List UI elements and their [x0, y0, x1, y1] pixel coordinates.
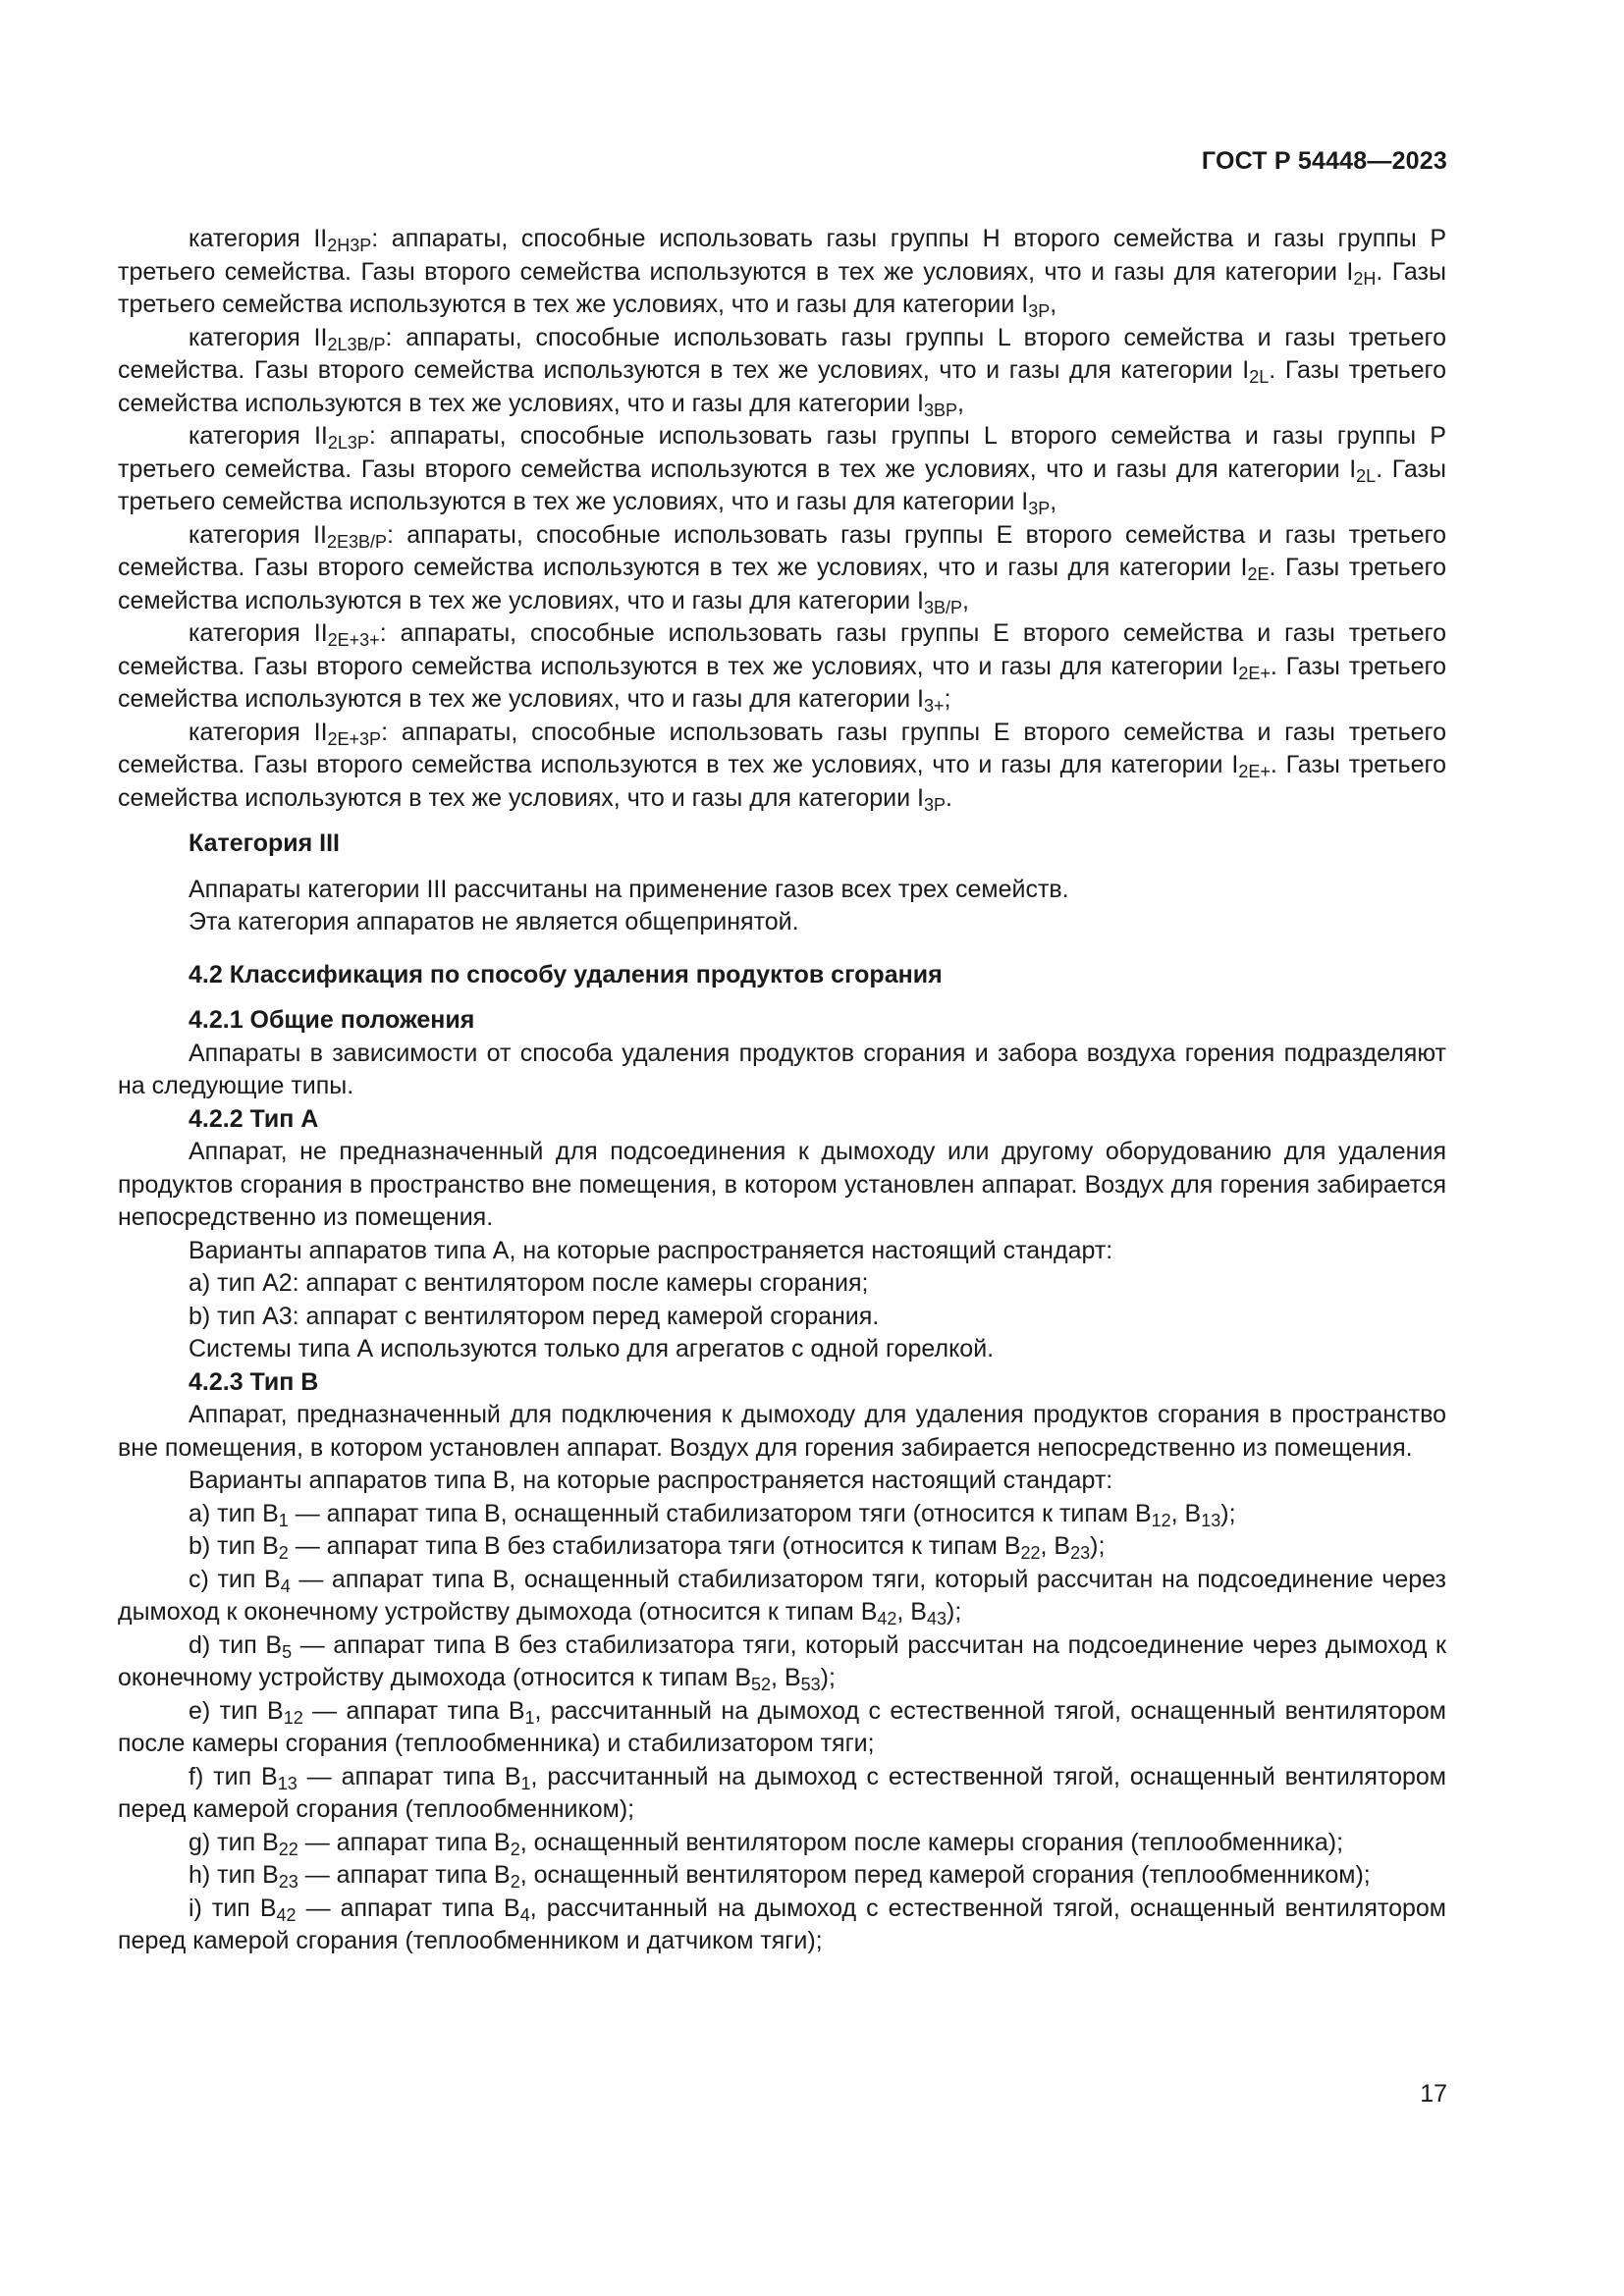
- list-item: f) тип $В_{13}$ — аппарат типа $В_1$, рассчитанный на дымоход с естественной тягой, оснащенный вентилятором перед камерой сгорания (теплообменником);: [118, 1762, 1446, 1823]
- doc-id-header: ГОСТ Р 54448—2023: [1201, 147, 1447, 175]
- type-a-note: Системы типа А используются только для агрегатов с одной горелкой.: [189, 1335, 995, 1362]
- section-4-2-3-heading: 4.2.3 Тип В: [189, 1367, 319, 1396]
- list-item: g) тип $В_{22}$ — аппарат типа $В_2$, оснащенный вентилятором после камеры сгорания (теплообменника);: [189, 1828, 1344, 1859]
- list-item: i) тип $В_{42}$ — аппарат типа $В_4$, рассчитанный на дымоход с естественной тягой, оснащенный вентилятором перед камерой сгорания (теплообменником и датчиком тяги);: [118, 1894, 1446, 1954]
- category-iii-text: Аппараты категории III рассчитаны на применение газов всех трех семейств.: [189, 875, 1069, 903]
- list-item: a) тип $В_1$ — аппарат типа В, оснащенный стабилизатором тяги (относится к типам $В_{12}$, $В_{13}$);: [189, 1499, 1236, 1530]
- category-paragraph: категория $II_{2L3B/P}$: аппараты, способные использовать газы группы L второго семейства и газы третьего семейства. Газы второго семейства используются в тех же условиях, что и газы для категории $I_{2L}$. Газы третьего семейства используются в тех же условиях, что и газы для категории $I_{3BP}$,: [118, 323, 1446, 420]
- section-4-2-1-text: Аппараты в зависимости от способа удаления продуктов сгорания и забора воздуха горения подразделяют на следующие типы.: [118, 1039, 1446, 1099]
- section-4-2-2-heading: 4.2.2 Тип А: [189, 1104, 319, 1133]
- page-number: 17: [1420, 2080, 1447, 2108]
- section-4-2-1-heading: 4.2.1 Общие положения: [189, 1006, 475, 1034]
- type-a-definition: Аппарат, не предназначенный для подсоединения к дымоходу или другому оборудованию для удаления продуктов сгорания в пространство вне помещения, в котором установлен аппарат. Воздух для горения забирается непосредственно из помещения.: [118, 1138, 1446, 1231]
- category-paragraph: категория $II_{2L3P}$: аппараты, способные использовать газы группы L второго семейства и газы группы Р третьего семейства. Газы второго семейства используются в тех же условиях, что и газы для категории $I_{2L}$. Газы третьего семейства используются в тех же условиях, что и газы для категории $I_{3P}$,: [118, 422, 1446, 518]
- list-item: b) тип А3: аппарат с вентилятором перед камерой сгорания.: [189, 1302, 880, 1330]
- type-b-definition: Аппарат, предназначенный для подключения к дымоходу для удаления продуктов сгорания в пространство вне помещения, в котором установлен аппарат. Воздух для горения забирается непосредственно из помещения.: [118, 1401, 1446, 1462]
- category-paragraph: категория $II_{2E+3+}$: аппараты, способные использовать газы группы Е второго семейства и газы третьего семейства. Газы второго семейства используются в тех же условиях, что и газы для категории $I_{2E+}$. Газы третьего семейства используются в тех же условиях, что и газы для категории $I_{3+}$;: [118, 619, 1446, 716]
- category-iii-heading: Категория III: [189, 829, 340, 857]
- list-item: d) тип $В_5$ — аппарат типа В без стабилизатора тяги, который рассчитан на подсоединение через дымоход к оконечному устройству дымохода (относится к типам $В_{52}$, $В_{53}$);: [118, 1630, 1446, 1694]
- section-4-2-heading: 4.2 Классификация по способу удаления продуктов сгорания: [189, 960, 943, 988]
- list-item: h) тип $В_{23}$ — аппарат типа $В_2$, оснащенный вентилятором перед камерой сгорания (теплообменником);: [189, 1861, 1371, 1892]
- list-item: b) тип $В_2$ — аппарат типа В без стабилизатора тяги (относится к типам $В_{22}$, $В_{23}$);: [189, 1532, 1106, 1563]
- list-item: a) тип А2: аппарат с вентилятором после камеры сгорания;: [189, 1269, 869, 1297]
- type-a-variants-intro: Варианты аппаратов типа А, на которые распространяется настоящий стандарт:: [189, 1236, 1113, 1264]
- type-b-variants-intro: Варианты аппаратов типа В, на которые распространяется настоящий стандарт:: [189, 1467, 1113, 1494]
- list-item: c) тип $В_4$ — аппарат типа В, оснащенный стабилизатором тяги, который рассчитан на подсоединение через дымоход к оконечному устройству дымохода (относится к типам $В_{42}$, $В_{43}$);: [118, 1565, 1446, 1629]
- category-iii-note: Эта категория аппаратов не является общепринятой.: [189, 908, 799, 935]
- category-paragraph: категория $II_{2E+3P}$: аппараты, способные использовать газы группы Е второго семейства и газы третьего семейства. Газы второго семейства используются в тех же условиях, что и газы для категории $I_{2E+}$. Газы третьего семейства используются в тех же условиях, что и газы для категории $I_{3P}$.: [118, 718, 1446, 815]
- category-paragraph: категория $II_{2H3P}$: аппараты, способные использовать газы группы Н второго семейства и газы группы Р третьего семейства. Газы второго семейства используются в тех же условиях, что и газы для категории $I_{2H}$. Газы третьего семейства используются в тех же условиях, что и газы для категории $I_{3P}$,: [118, 225, 1446, 321]
- list-item: e) тип $В_{12}$ — аппарат типа $В_1$, рассчитанный на дымоход с естественной тягой, оснащенный вентилятором после камеры сгорания (теплообменника) и стабилизатором тяги;: [118, 1696, 1446, 1757]
- category-paragraph: категория $II_{2E3B/P}$: аппараты, способные использовать газы группы Е второго семейства и газы третьего семейства. Газы второго семейства используются в тех же условиях, что и газы для категории $I_{2E}$. Газы третьего семейства используются в тех же условиях, что и газы для категории $I_{3B/P}$,: [118, 520, 1447, 617]
- page-content: [118, 223, 1446, 1958]
